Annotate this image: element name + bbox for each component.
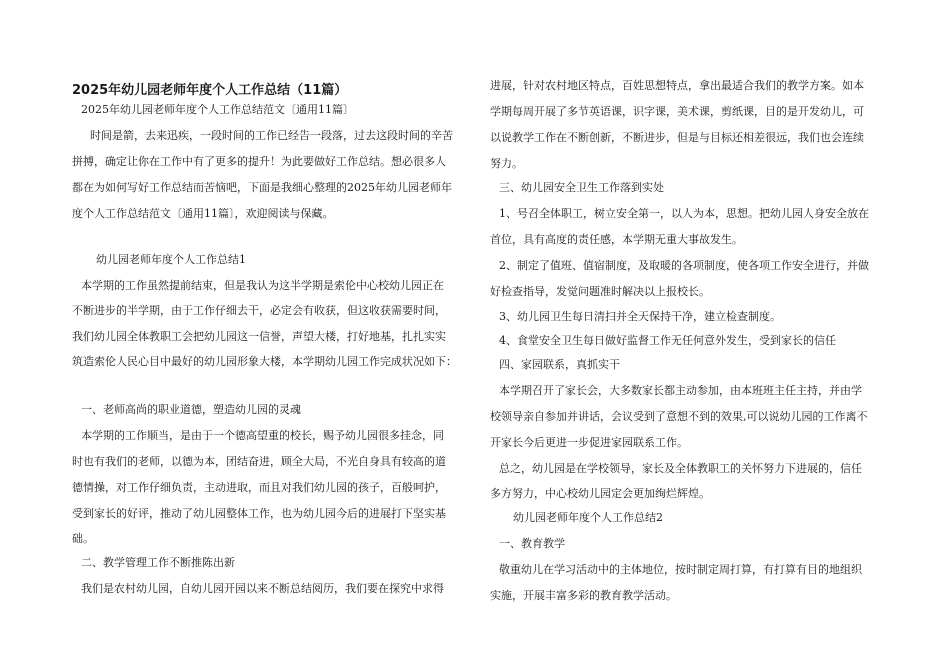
paragraph-line: 学期每周开展了多节英语课，识字课，美术课，剪纸课，目的是开发幼儿，可 <box>490 105 864 118</box>
paragraph-line: 开家长今后更进一步促进家园联系工作。 <box>490 436 688 449</box>
paragraph-line: 实施，开展丰富多彩的教育教学活动。 <box>490 589 677 602</box>
paragraph-line: 2、制定了值班、值宿制度，及取暖的各项制度，使各项工作安全进行，并做 <box>499 259 869 272</box>
paragraph-line: 筑造索伦人民心目中最好的幼儿园形象大楼，本学期幼儿园工作完成状况如下： <box>72 355 457 368</box>
paragraph-line: 敬重幼儿在学习活动中的主体地位，按时制定周打算，有打算有目的地组织 <box>499 563 862 576</box>
paragraph-line: 我们幼儿园全体教职工会把幼儿园这一信誉，声望大楼，打好地基，扎扎实实 <box>72 330 446 343</box>
paragraph-line: 我们是农村幼儿园，自幼儿园开园以来不断总结阅历，我们要在探究中求得 <box>81 582 444 595</box>
paragraph-line: 总之，幼儿园是在学校领导，家长及全体教职工的关怀努力下进展的，信任 <box>499 462 862 475</box>
paragraph-line: 首位，具有高度的责任感，本学期无重大事故发生。 <box>490 233 743 246</box>
paragraph-line: 好检查指导，发觉问题准时解决以上报校长。 <box>490 285 710 298</box>
paragraph-line: 本学期的工作顺当，是由于一个德高望重的校长，赐予幼儿园很多挂念，同 <box>81 429 444 442</box>
section-heading: 一、老师高尚的职业道德，塑造幼儿园的灵魂 <box>81 403 301 416</box>
paragraph-line: 4、食堂安全卫生每日做好监督工作无任何意外发生，受到家长的信任 <box>499 334 836 347</box>
section-heading: 四、家园联系，真抓实干 <box>499 358 620 371</box>
paragraph-line: 都在为如何写好工作总结而苦恼吧，下面是我细心整理的2025年幼儿园老师年 <box>72 181 452 194</box>
section-heading: 幼儿园老师年度个人工作总结1 <box>96 253 246 266</box>
paragraph-line: 拼搏，确定让你在工作中有了更多的提升！为此要做好工作总结。想必很多人 <box>72 155 446 168</box>
paragraph-line: 进展，针对农村地区特点，百姓思想特点，拿出最适合我们的教学方案。如本 <box>490 79 864 92</box>
section-heading: 二、教学管理工作不断推陈出新 <box>81 556 235 569</box>
paragraph-line: 1、号召全体职工，树立安全第一，以人为本，思想。把幼儿园人身安全放在 <box>499 207 869 220</box>
paragraph-line: 础。 <box>72 532 94 545</box>
section-heading: 一、教育教学 <box>499 537 565 550</box>
paragraph-line: 时也有我们的老师，以德为本，团结奋进，顾全大局，不光自身具有较高的道 <box>72 455 446 468</box>
paragraph-line: 度个人工作总结范文〔通用11篇〕，欢迎阅读与保藏。 <box>72 207 334 220</box>
paragraph-line: 受到家长的好评，推动了幼儿园整体工作，也为幼儿园今后的进展打下坚实基 <box>72 507 446 520</box>
paragraph-line: 德情操，对工作仔细负责，主动进取，而且对我们幼儿园的孩子，百般呵护， <box>72 481 446 494</box>
paragraph-line: 校领导亲自参加并讲话，会议受到了意想不到的效果,可以说幼儿园的工作离不 <box>490 410 868 423</box>
document-title: 2025年幼儿园老师年度个人工作总结（11篇） <box>72 83 348 98</box>
paragraph-line: 3、幼儿园卫生每日清扫并全天保持干净，建立检查制度。 <box>499 310 781 323</box>
paragraph-line: 本学期的工作虽然提前结束，但是我认为这半学期是索伦中心校幼儿园正在 <box>81 279 444 292</box>
section-heading: 三、幼儿园安全卫生工作落到实处 <box>499 181 664 194</box>
subtitle-line: 2025年幼儿园老师年度个人工作总结范文〔通用11篇〕 <box>81 103 354 116</box>
paragraph-line: 多方努力，中心校幼儿园定会更加绚烂辉煌。 <box>490 487 710 500</box>
paragraph-line: 不断进步的半学期，由于工作仔细去干，必定会有收获，但这收获需要时间， <box>72 304 446 317</box>
paragraph-line: 以说教学工作在不断创新，不断进步，但是与目标还相差很远，我们也会连续 <box>490 131 864 144</box>
paragraph-line: 本学期召开了家长会，大多数家长都主动参加，由本班班主任主持，并由学 <box>499 384 862 397</box>
section-heading: 幼儿园老师年度个人工作总结2 <box>513 511 663 524</box>
paragraph-line: 时间是箭，去来迅疾，一段时间的工作已经告一段落，过去这段时间的辛苦 <box>90 129 453 142</box>
paragraph-line: 努力。 <box>490 157 523 170</box>
